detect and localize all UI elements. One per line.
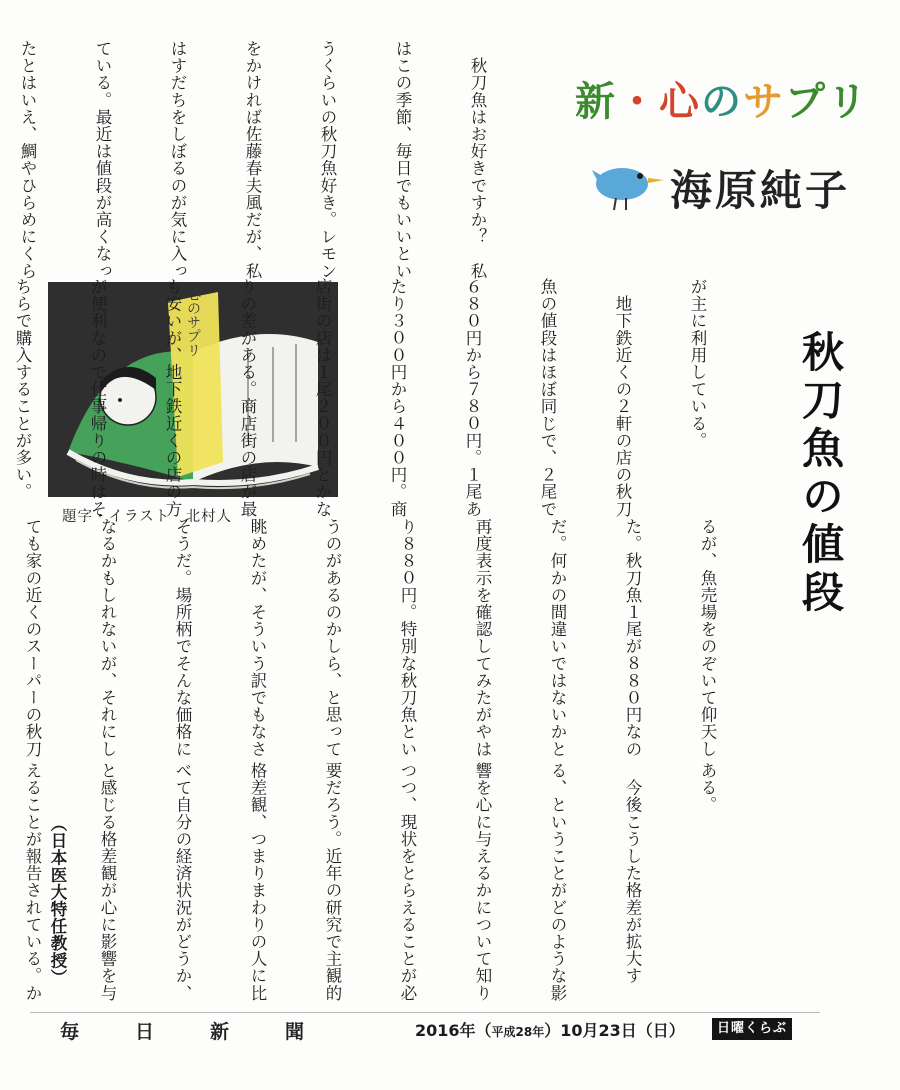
footer-rule [30, 1012, 820, 1013]
body-line: が主に利用している。 [688, 278, 707, 449]
series-title-char: 新 [575, 79, 617, 125]
body-line: なるかもしれないが、それにし [98, 518, 117, 758]
body-block-3 [23, 518, 770, 758]
author-name: 海原純子 [670, 166, 851, 215]
body-line: り８８０円。特別な秋刀魚とい [398, 518, 417, 758]
body-line: 店街の店は１尾２００円とかな [313, 278, 332, 518]
body-line: うのがあるのかしら、と思って [323, 518, 342, 758]
body-line: ても家の近くのスーパーの秋刀 [23, 518, 42, 758]
body-line: ある。 [698, 762, 717, 814]
date-suffix: ）10月23日（日） [544, 1021, 685, 1040]
issue-date [415, 1018, 685, 1041]
body-line: そうだ。場所柄でそんな価格に [173, 518, 192, 758]
date-prefix: 2016年（ [415, 1021, 492, 1040]
body-line: るが、魚売場をのぞいて仰天し [698, 518, 717, 758]
body-line: はこの季節、毎日でもいいとい [393, 40, 412, 280]
newspaper-name-char: 新 [210, 1021, 230, 1043]
body-line: はすだちをしぼるのが気に入っ [168, 40, 187, 280]
illustration-credit: 題字・イラスト 北村人 [62, 509, 233, 525]
body-line: たり３００円から４００円。商 [388, 278, 407, 518]
body-line: 眺めたが、そういう訳でもなさ [248, 518, 267, 758]
body-line: も安いが、地下鉄近くの店の方 [163, 278, 182, 518]
body-line: をかければ佐藤春夫風だが、私 [243, 40, 262, 280]
newspaper-name-char: 毎 [60, 1021, 80, 1043]
body-line: ている。最近は値段が高くなっ [93, 40, 112, 280]
date-era: 平成28年 [491, 1025, 545, 1039]
series-title-char: プ [785, 79, 827, 125]
body-line: りの差がある。商店街の店が最 [238, 278, 257, 518]
section-badge: 日曜くらぶ [712, 1018, 792, 1040]
article-headline: 秋刀魚の値段 [796, 330, 845, 618]
body-line: うくらいの秋刀魚好き。レモン [318, 40, 337, 280]
newspaper-name-char: 聞 [285, 1021, 305, 1043]
body-line: えることが報告されている。か [23, 762, 42, 1002]
body-line: る、ということがどのような影 [548, 762, 567, 1002]
body-block-1 [18, 40, 540, 280]
author-affiliation: （日本医大特任教授） [48, 815, 67, 986]
body-line: ちらで購入することが多い。 [13, 278, 32, 501]
body-line: 格差観、つまりまわりの人に比 [248, 762, 267, 1002]
body-line: つつ、現状をとらえることが必 [398, 762, 417, 1002]
body-line: 地下鉄近くの２軒の店の秋刀 [613, 278, 632, 518]
series-title [575, 70, 875, 150]
body-line: と感じる格差観が心に影響を与 [98, 762, 117, 1002]
body-line: 要だろう。近年の研究で主観的 [323, 762, 342, 1002]
series-title-char: ・ [617, 79, 659, 125]
series-title-char: の [701, 79, 743, 125]
series-title-char: サ [743, 79, 785, 125]
body-line: が便利なので仕事帰りの時はそ [88, 278, 107, 518]
body-line: べて自分の経済状況がどうか、 [173, 762, 192, 1002]
newspaper-name [60, 1017, 320, 1041]
series-title-char: リ [827, 79, 869, 125]
body-line: たとはいえ、鯛やひらめにくら [18, 40, 37, 280]
body-line: 再度表示を確認してみたがやは [473, 518, 492, 758]
series-title-char: 心 [659, 79, 701, 125]
body-line: 魚の値段はほぼ同じで、２尾で [538, 278, 557, 518]
book-cover-text: 心のサプリ [185, 287, 201, 357]
bird-icon [592, 158, 668, 214]
body-line: た。秋刀魚１尾が８８０円なの [623, 518, 642, 758]
body-line: ６８０円から７８０円。１尾あ [463, 278, 482, 518]
body-line: だ。何かの間違いではないかと [548, 518, 567, 758]
body-line: 今後こうした格差が拡大す [623, 762, 642, 985]
body-line: 響を心に与えるかについて知り [473, 762, 492, 1002]
body-line: 秋刀魚はお好きですか？ 私 [468, 40, 487, 280]
newspaper-name-char: 日 [135, 1021, 155, 1043]
